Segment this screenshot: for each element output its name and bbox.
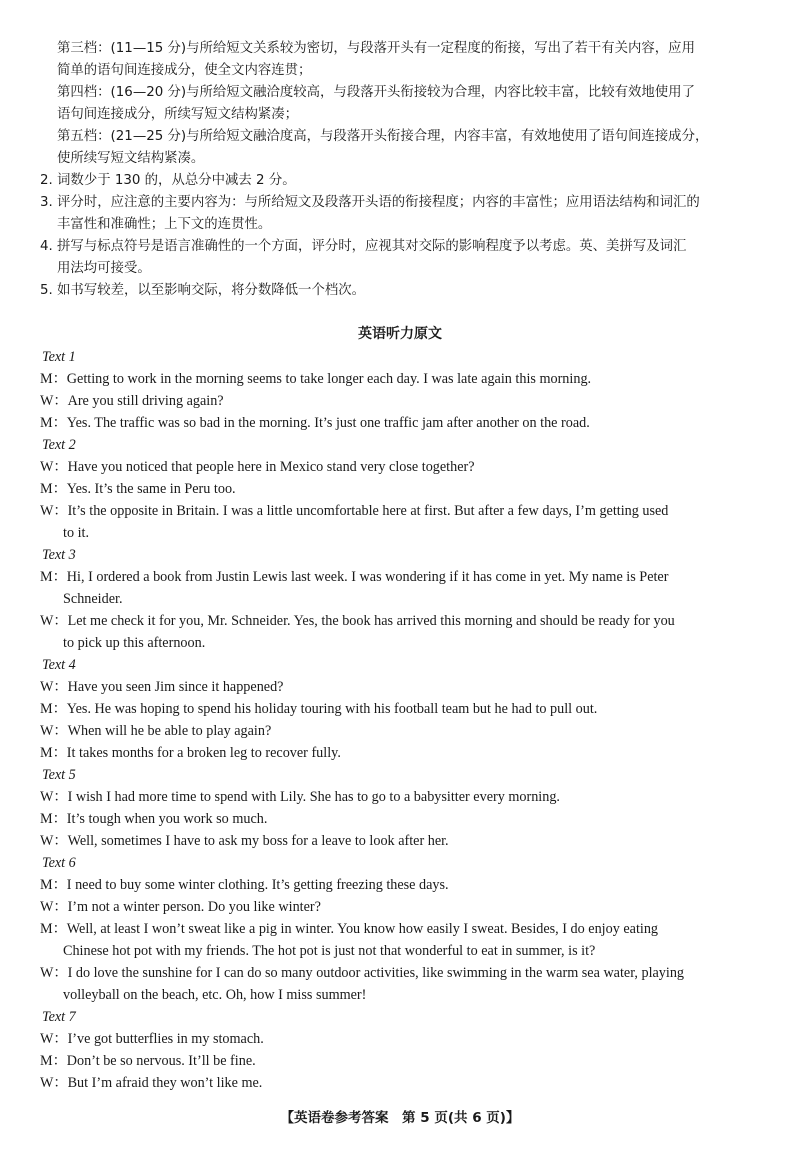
text-3-line-2a: W：Let me check it for you, Mr. Schneider. Yes, the book has arrived this morning and should be ready for you [40, 613, 675, 629]
text-2-line-2: M：Yes. It’s the same in Peru too. [40, 481, 236, 497]
page-footer: 【英语卷参考答案 第 5 页(共 6 页)】 [280, 1110, 520, 1126]
text-7-line-1: W：I’ve got butterflies in my stomach. [40, 1031, 264, 1047]
scoring-note-2: 2. 词数少于 130 的，从总分中减去 2 分。 [40, 173, 296, 188]
text-3-label: Text 3 [42, 547, 76, 563]
scoring-note-4-line-1: 4. 拼写与标点符号是语言准确性的一个方面，评分时，应视其对交际的影响程度予以考虑。英、美拼写及词汇 [40, 239, 687, 254]
text-3-line-1b: Schneider. [63, 591, 123, 607]
scoring-tier-4-line-2: 语句间连接成分，所续写短文结构紧凑； [57, 107, 299, 122]
text-2-line-3a: W：It’s the opposite in Britain. I was a little uncomfortable here at first. But after a few days, I’m getting used [40, 503, 669, 519]
section-title: 英语听力原文 [358, 326, 442, 342]
text-4-line-1: W：Have you seen Jim since it happened? [40, 679, 284, 695]
text-7-line-3: W：But I’m afraid they won’t like me. [40, 1075, 263, 1091]
text-5-label: Text 5 [42, 767, 76, 783]
scoring-note-3-line-1: 3. 评分时，应注意的主要内容为：与所给短文及段落开头语的衔接程度；内容的丰富性；应用语法结构和词汇的 [40, 195, 700, 210]
text-1-line-2: W：Are you still driving again? [40, 393, 224, 409]
text-2-label: Text 2 [42, 437, 76, 453]
scoring-note-5: 5. 如书写较差，以至影响交际，将分数降低一个档次。 [40, 283, 366, 298]
scoring-note-4-line-2: 用法均可接受。 [57, 261, 151, 276]
text-6-line-1: M：I need to buy some winter clothing. It’s getting freezing these days. [40, 877, 449, 893]
scoring-tier-4-line-1: 第四档：(16—20 分)与所给短文融洽度较高，与段落开头衔接较为合理，内容比较丰富，比较有效地使用了 [57, 85, 695, 100]
text-6-line-2: W：I’m not a winter person. Do you like winter? [40, 899, 321, 915]
text-6-line-4b: volleyball on the beach, etc. Oh, how I miss summer! [63, 987, 367, 1003]
scoring-tier-3-line-2: 简单的语句间连接成分，使全文内容连贯； [57, 63, 312, 78]
text-2-line-1: W：Have you noticed that people here in Mexico stand very close together? [40, 459, 475, 475]
text-3-line-2b: to pick up this afternoon. [63, 635, 206, 651]
text-7-line-2: M：Don’t be so nervous. It’ll be fine. [40, 1053, 256, 1069]
text-1-line-1: M：Getting to work in the morning seems to take longer each day. I was late again this morning. [40, 371, 592, 387]
text-4-label: Text 4 [42, 657, 76, 673]
text-3-line-1a: M：Hi, I ordered a book from Justin Lewis last week. I was wondering if it has come in yet. My name is Peter [40, 569, 669, 585]
text-7-label: Text 7 [42, 1009, 76, 1025]
text-6-line-4a: W：I do love the sunshine for I can do so many outdoor activities, like swimming in the warm sea water, playing [40, 965, 685, 981]
text-2-line-3b: to it. [63, 525, 90, 541]
text-4-line-3: W：When will he be able to play again? [40, 723, 272, 739]
text-4-line-4: M：It takes months for a broken leg to recover fully. [40, 745, 341, 761]
text-6-line-3a: M：Well, at least I won’t sweat like a pig in winter. You know how easily I sweat. Besides, I do enjoy eating [40, 921, 659, 937]
text-5-line-3: W：Well, sometimes I have to ask my boss for a leave to look after her. [40, 833, 449, 849]
text-5-line-1: W：I wish I had more time to spend with Lily. She has to go to a babysitter every morning. [40, 789, 560, 805]
text-1-label: Text 1 [42, 349, 76, 365]
scoring-tier-5-line-2: 使所续写短文结构紧凑。 [57, 151, 205, 166]
text-6-label: Text 6 [42, 855, 76, 871]
scoring-note-3-line-2: 丰富性和准确性；上下文的连贯性。 [57, 217, 272, 232]
scoring-tier-3-line-1: 第三档：(11—15 分)与所给短文关系较为密切，与段落开头有一定程度的衔接，写出了若干有关内容，应用 [57, 41, 695, 56]
scoring-tier-5-line-1: 第五档：(21—25 分)与所给短文融洽度高，与段落开头衔接合理，内容丰富，有效地使用了语句间连接成分， [57, 129, 709, 144]
text-1-line-3: M：Yes. The traffic was so bad in the morning. It’s just one traffic jam after another on the road. [40, 415, 590, 431]
text-4-line-2: M：Yes. He was hoping to spend his holiday touring with his football team but he had to pull out. [40, 701, 598, 717]
text-6-line-3b: Chinese hot pot with my friends. The hot pot is just not that wonderful to eat in summer, is it? [63, 943, 596, 959]
text-5-line-2: M：It’s tough when you work so much. [40, 811, 268, 827]
